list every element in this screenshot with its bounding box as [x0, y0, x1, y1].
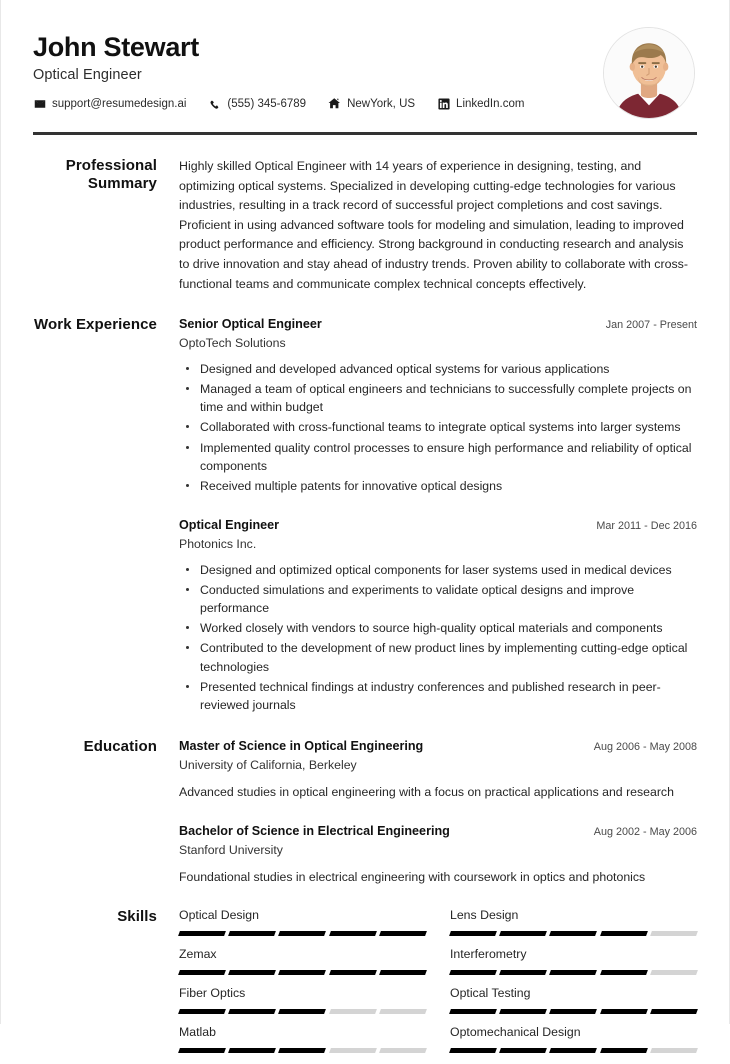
linkedin-icon — [437, 97, 450, 110]
skill-rating-segment — [600, 931, 648, 936]
skill-name: Optical Testing — [450, 986, 531, 1001]
contact-email-text: support@resumedesign.ai — [52, 97, 187, 110]
skill-rating-segment — [379, 970, 427, 975]
skill-item — [179, 1025, 426, 1064]
job-title: Optical Engineer — [33, 67, 142, 84]
education-date-range: Aug 2002 - May 2006 — [593, 826, 697, 839]
skill-name: Matlab — [179, 1025, 216, 1040]
skill-rating-segment — [329, 1048, 377, 1053]
contact-phone-text: (555) 345-6789 — [227, 97, 307, 110]
skill-rating-segment — [329, 1009, 377, 1014]
skill-rating-segment — [329, 931, 377, 936]
list-item: Managed a team of optical engineers and technicians to successfully complete projects on time and within budget — [179, 380, 697, 416]
skill-rating-segment — [549, 970, 597, 975]
skill-rating-segment — [228, 1009, 276, 1014]
skill-rating-bar — [179, 1009, 426, 1014]
list-item: Conducted simulations and experiments to validate optical designs and improve performance — [179, 581, 697, 617]
experience-bullet-list — [179, 561, 697, 715]
skills-grid — [179, 908, 697, 1064]
section-label-education: Education — [83, 738, 157, 756]
skill-rating-segment — [178, 970, 226, 975]
skill-name: Lens Design — [450, 908, 519, 923]
skill-rating-segment — [278, 1048, 326, 1053]
education-degree: Bachelor of Science in Electrical Engineering — [179, 824, 450, 839]
skill-rating-segment — [379, 1048, 427, 1053]
skill-item — [450, 947, 697, 986]
skill-rating-bar — [450, 970, 697, 975]
phone-icon — [208, 97, 221, 110]
skill-rating-segment — [650, 931, 698, 936]
skill-rating-segment — [178, 931, 226, 936]
skill-rating-segment — [650, 1048, 698, 1053]
skill-name: Optomechanical Design — [450, 1025, 581, 1040]
education-degree: Master of Science in Optical Engineering — [179, 739, 424, 754]
skill-rating-segment — [650, 970, 698, 975]
experience-date-range: Mar 2011 - Dec 2016 — [596, 520, 697, 533]
skill-rating-bar — [179, 1048, 426, 1053]
skill-rating-segment — [549, 931, 597, 936]
experience-entry-head — [179, 316, 697, 333]
list-item: Received multiple patents for innovative optical designs — [179, 477, 697, 495]
experience-job-title: Senior Optical Engineer — [179, 317, 322, 332]
experience-entry-head — [179, 517, 697, 534]
skill-rating-segment — [278, 1009, 326, 1014]
list-item: Contributed to the development of new product lines by implementing cutting-edge optical technologies — [179, 639, 697, 675]
summary-body — [179, 157, 697, 294]
list-item: Designed and optimized optical components for laser systems used in medical devices — [179, 561, 697, 579]
section-skills — [33, 886, 697, 1064]
skills-body — [179, 908, 697, 1064]
experience-job-title: Optical Engineer — [179, 518, 280, 533]
education-description: Foundational studies in electrical engineering with coursework in optics and photonics — [179, 869, 646, 884]
section-label-skills: Skills — [117, 908, 157, 926]
section-education — [33, 716, 697, 886]
education-institution: University of California, Berkeley — [179, 758, 357, 773]
experience-company: Photonics Inc. — [179, 537, 257, 552]
skill-item — [450, 908, 697, 947]
skill-item — [179, 908, 426, 947]
experience-body — [179, 316, 697, 716]
education-entry-head — [179, 823, 697, 840]
skill-rating-segment — [449, 931, 497, 936]
skill-rating-segment — [549, 1009, 597, 1014]
skill-name: Optical Design — [179, 908, 259, 923]
list-item: Collaborated with cross-functional teams to integrate optical systems into larger systems — [179, 418, 697, 436]
skill-rating-segment — [228, 931, 276, 936]
skill-rating-segment — [228, 1048, 276, 1053]
skill-rating-bar — [179, 970, 426, 975]
skill-rating-segment — [379, 931, 427, 936]
contact-location-text: NewYork, US — [347, 97, 416, 110]
list-item: Implemented quality control processes to ensure high performance and reliability of optical components — [179, 439, 697, 475]
contact-row — [33, 97, 603, 110]
skill-rating-segment — [449, 970, 497, 975]
summary-text: Highly skilled Optical Engineer with 14 years of experience in designing, testing, and optimizing optical systems. Specialized in developing cutting-edge technologies for various industries, resulting in a track record of successful project completions and cost savings. Proficient in using advanced software tools for modeling and simulation, leading to improved product performance and efficiency. Strong background in conducting research and analysis to drive innovation and stay ahead of industry trends. Proven ability to collaborate with cross-functional teams and communicate complex technical concepts effectively. — [179, 159, 688, 291]
skill-item — [450, 986, 697, 1025]
avatar — [603, 27, 695, 119]
education-institution: Stanford University — [179, 843, 283, 858]
contact-location[interactable] — [328, 97, 415, 110]
skill-rating-segment — [600, 1009, 648, 1014]
skill-rating-segment — [600, 1048, 648, 1053]
experience-date-range: Jan 2007 - Present — [605, 319, 697, 332]
resume-header — [33, 0, 697, 119]
skill-name: Zemax — [179, 947, 217, 962]
envelope-icon — [33, 97, 46, 110]
section-work-experience — [33, 294, 697, 716]
education-entry-head — [179, 738, 697, 755]
skill-rating-segment — [499, 970, 547, 975]
skill-item — [450, 1025, 697, 1064]
education-description: Advanced studies in optical engineering with a focus on practical applications and research — [179, 784, 674, 799]
skill-rating-segment — [499, 1048, 547, 1053]
list-item: Worked closely with vendors to source high-quality optical materials and components — [179, 619, 697, 637]
list-item: Presented technical findings at industry conferences and published research in peer-reviewed journals — [179, 678, 697, 714]
home-icon — [328, 97, 341, 110]
skill-rating-segment — [549, 1048, 597, 1053]
header-text-block — [33, 27, 603, 110]
skill-rating-segment — [499, 1009, 547, 1014]
skill-rating-segment — [178, 1048, 226, 1053]
contact-email[interactable] — [33, 97, 186, 110]
skill-rating-segment — [499, 931, 547, 936]
skill-rating-segment — [600, 970, 648, 975]
skill-rating-bar — [450, 1048, 697, 1053]
skill-rating-segment — [449, 1009, 497, 1014]
education-date-range: Aug 2006 - May 2008 — [593, 741, 697, 754]
contact-linkedin[interactable] — [437, 97, 524, 110]
skill-rating-bar — [450, 1009, 697, 1014]
experience-entry — [179, 316, 697, 495]
experience-entry — [179, 517, 697, 714]
skill-item — [179, 947, 426, 986]
contact-linkedin-text: LinkedIn.com — [456, 97, 525, 110]
skill-name: Fiber Optics — [179, 986, 246, 1001]
list-item: Designed and developed advanced optical systems for various applications — [179, 360, 697, 378]
skill-rating-segment — [178, 1009, 226, 1014]
skill-item — [179, 986, 426, 1025]
skill-rating-segment — [278, 931, 326, 936]
skill-rating-segment — [449, 1048, 497, 1053]
education-entry — [179, 738, 697, 801]
education-body — [179, 738, 697, 886]
skill-rating-bar — [450, 931, 697, 936]
experience-bullet-list — [179, 360, 697, 495]
skill-rating-segment — [379, 1009, 427, 1014]
experience-company: OptoTech Solutions — [179, 336, 286, 351]
skill-rating-segment — [650, 1009, 698, 1014]
skill-name: Interferometry — [450, 947, 527, 962]
education-entry — [179, 823, 697, 886]
skill-rating-segment — [228, 970, 276, 975]
skill-rating-bar — [179, 931, 426, 936]
skill-rating-segment — [278, 970, 326, 975]
section-label-summary: Professional Summary — [65, 157, 157, 193]
contact-phone[interactable] — [208, 97, 306, 110]
page-title: John Stewart — [33, 32, 199, 62]
section-label-experience: Work Experience — [34, 316, 157, 334]
skill-rating-segment — [329, 970, 377, 975]
avatar-illustration — [604, 28, 694, 118]
section-professional-summary — [33, 135, 697, 294]
